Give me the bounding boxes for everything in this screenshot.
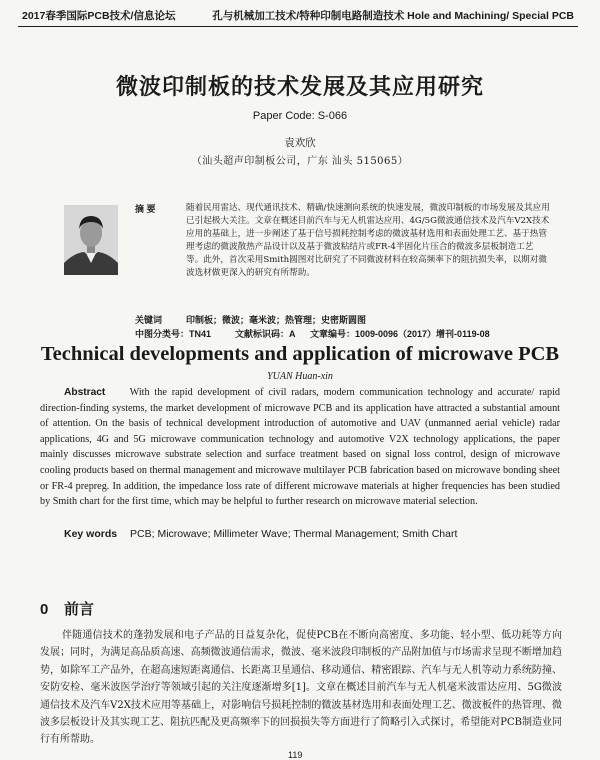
keywords-cn-text: 印制板；微波；毫米波；热管理；史密斯圆图 [186, 315, 367, 325]
affiliation-cn: （汕头超声印制板公司，广东 汕头 515065） [191, 156, 409, 167]
page-number: 119 [288, 750, 303, 760]
keywords-cn-label: 关键词 [135, 315, 163, 325]
section-title: 前言 [64, 600, 95, 618]
abstract-en [40, 385, 560, 510]
keywords-en-label: Key words [64, 528, 118, 540]
header-rule [18, 26, 578, 27]
article-number: 文章编号：1009-0096（2017）增刊-0119-08 [310, 329, 490, 339]
title-cn: 微波印制板的技术发展及其应用研究 [115, 74, 484, 100]
author-photo [64, 205, 118, 275]
abstract-cn-label: 摘 要 [135, 204, 156, 214]
running-header-left: 2017春季国际PCB技术/信息论坛 [22, 10, 176, 22]
paper-code: Paper Code: S-066 [252, 110, 348, 122]
author-cn: 袁欢欣 [284, 137, 316, 149]
document-code: 文献标识码：A [235, 329, 296, 339]
abstract-en-label: Abstract [64, 387, 106, 398]
abstract-cn-text: 随着民用雷达、现代通讯技术、精确/快速测向系统的快速发展，微波印制板的市场发展及其应用已引起极大关注。文章在概述目前汽车与无人机雷达应用、4G/5G微波通信技术及汽车V2X技术应用的基础上，进一步阐述了基于信号损耗控制考虑的微波基材选用和表面处理工艺、基于热管理考虑的微波散热产品设计以及基于微波粘结片或FR-4半固化片压合的微波多层板制造工艺等。此外，首次采用Smith圆图对比研究了不同微波材料在较高频率下的阻抗损失率，以期对微波选材做更深入的研究有所帮助。 [186, 203, 550, 279]
keywords-en-text: PCB; Microwave; Millimeter Wave; Thermal Management; Smith Chart [130, 528, 458, 540]
section-body: 伴随通信技术的蓬勃发展和电子产品的日益复杂化，促使PCB在不断向高密度、多功能、轻小型、低功耗等方向发展；同时，为满足高品质高速、高频微波通信需求，微波、毫米波段印制板的产品附加值与市场需求呈现不断增加趋势，如除军工产品外，在超高速短距离通信、长距离卫星通信、移动通信、精密跟踪、汽车与无人机等动力系统防撞、安防安检、毫米波医学治疗等领域引起的关注度逐渐增多[1]。文章在概述目前汽车与无人机毫米波雷达应用、5G微波通信技术及汽车V2X技术应用等基础上，对影响信号损耗控制的微波基材选用和表面处理工艺、微波板件的热管理、微波多层板设计及其实现工艺、阻抗匹配及更高频率下的回损损失等方面进行了简略引入式探讨，希望能对PCB制造业同行有所帮助。 [40, 630, 562, 746]
abstract-en-text: With the rapid development of civil radars, modern communication technology and accurate/ rapid direction-finding systems, the market development of microwave PCB and its application have attracted a substantial amount of attention. On the basis of technical development introduction of automotive and UAV (unmanned aerial vehicle) radar applications, 4G and 5G microwave communication technology and automotive V2X technology applications, the paper mainly discusses microwave substrate selection and surface treatment based on signal loss control, design of microwave cooling products based on thermal management and microwave multilayer PCB fabrication based on microwave bonding sheet or FR-4 prepreg. In addition, the impedance loss rate of different microwave materials at higher frequencies has been studied by Smith chart for the first time, which may be helpful to further research on microwave material selection. [40, 387, 560, 508]
author-en: YUAN Huan-xin [267, 371, 333, 382]
running-header-right: 孔与机械加工技术/特种印制电路制造技术 Hole and Machining/ Special PCB [212, 10, 574, 22]
section-number: 0 [40, 601, 49, 618]
keywords-en [64, 528, 457, 540]
author-portrait-icon [64, 205, 118, 275]
section-heading [40, 598, 94, 619]
clc-number: 中图分类号：TN41 [135, 329, 212, 339]
title-en: Technical developments and application of microwave PCB [40, 343, 560, 365]
